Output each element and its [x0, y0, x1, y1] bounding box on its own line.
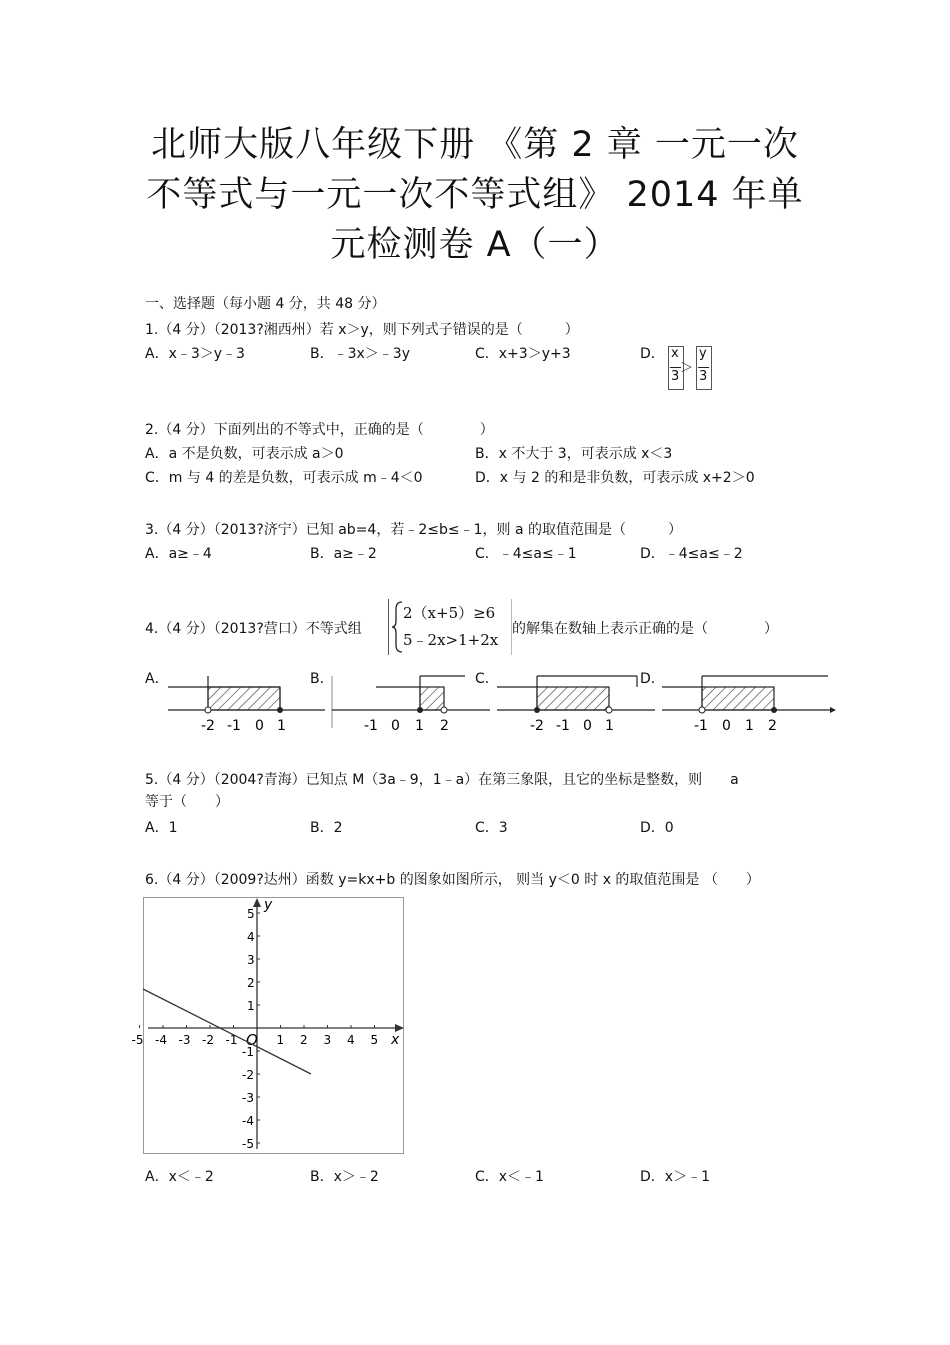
q3-stem: 3.（4 分）（2013?济宁）已知 ab=4，若﹣2≤b≤﹣1，则 a 的取值范围是（ ）: [145, 522, 682, 538]
tick-b-1: 0: [391, 718, 400, 734]
q2-stem: 2.（4 分）下面列出的不等式中，正确的是（ ）: [145, 422, 494, 438]
q1-option-b: B．﹣3x＞﹣3y: [310, 346, 410, 362]
q6-xtick-label: -5: [131, 1033, 144, 1047]
q6-stem: 6.（4 分）（2009?达州）函数 y=kx+b 的图象如图所示， 则当 y＜0 时 x 的取值范围是 （ ）: [145, 872, 760, 888]
doc-title-line2: 不等式与一元一次不等式组》 2014 年单: [146, 175, 804, 215]
q3-option-a: A．a≥﹣4: [145, 546, 212, 562]
q6-xtick-label: 5: [370, 1033, 379, 1047]
q6-xtick-label: -4: [155, 1033, 167, 1047]
tick-b-2: 1: [415, 718, 424, 734]
q4-sys-line1: 2（x+5）≥6: [403, 604, 496, 622]
doc-title-line1: 北师大版八年级下册 《第 2 章 一元一次: [151, 125, 799, 165]
q2-option-d: D．x 与 2 的和是非负数，可表示成 x+2＞0: [475, 470, 755, 486]
q6-ytick-label: -3: [242, 1091, 254, 1105]
q2-option-c: C．m 与 4 的差是负数，可表示成 m﹣4＜0: [145, 470, 423, 486]
tick-d-2: 1: [745, 718, 754, 734]
q4-sys-line2: 5﹣2x>1+2x: [403, 631, 499, 649]
tick-d-0: -1: [694, 718, 708, 734]
q6-ytick-label: 5: [247, 907, 255, 921]
q6-ytick-label: 2: [247, 976, 255, 990]
q6-xtick-label: 4: [347, 1033, 355, 1047]
section-heading: 一、选择题（每小题 4 分，共 48 分）: [145, 296, 386, 312]
q6-option-c: C．x＜﹣1: [475, 1169, 544, 1185]
q6-origin-label: O: [246, 1031, 258, 1049]
number-line-b: [332, 676, 490, 734]
q6-ytick-label: -1: [242, 1045, 254, 1059]
q4-stem-post: 的解集在数轴上表示正确的是（ ）: [512, 621, 778, 637]
q6-ytick-label: 4: [247, 930, 255, 944]
q5-option-d: D．0: [640, 820, 674, 836]
q6-y-axis-label: y: [264, 897, 273, 913]
q6-ytick-label: -5: [242, 1137, 254, 1151]
tick-a-0: -2: [201, 718, 215, 734]
q6-xtick-label: -3: [178, 1033, 191, 1047]
q1-frac-op: ＞: [680, 361, 694, 376]
q5-stem-line1: 5.（4 分）（2004?青海）已知点 M（3a﹣9，1﹣a）在第三象限，且它的坐标是整数，则 a: [145, 772, 739, 788]
q6-function-graph: [131, 897, 405, 1155]
q4-stem-pre: 4.（4 分）（2013?营口）不等式组: [145, 621, 362, 637]
tick-c-2: 0: [583, 718, 592, 734]
q1-frac2-num: y: [699, 346, 707, 361]
tick-a-2: 0: [255, 718, 264, 734]
q1-option-a: A．x﹣3＞y﹣3: [145, 346, 245, 362]
q6-ytick-label: -4: [242, 1114, 254, 1128]
q1-option-c: C．x+3＞y+3: [475, 346, 571, 362]
q1-frac1-num: x: [671, 346, 679, 361]
tick-d-3: 2: [768, 718, 777, 734]
tick-c-0: -2: [530, 718, 544, 734]
tick-a-3: 1: [277, 718, 286, 734]
q4-label-d: D．: [640, 671, 665, 687]
q5-option-c: C．3: [475, 820, 508, 836]
doc-title-line3: 元检测卷 A（一）: [330, 225, 620, 265]
number-line-a: [168, 676, 325, 734]
q6-option-b: B．x＞﹣2: [310, 1169, 379, 1185]
q3-option-c: C．﹣4≤a≤﹣1: [475, 546, 577, 562]
tick-a-1: -1: [227, 718, 241, 734]
tick-b-0: -1: [364, 718, 378, 734]
q1-frac2-den: 3: [699, 369, 708, 384]
q4-number-lines: [0, 670, 950, 750]
tick-c-3: 1: [605, 718, 614, 734]
q6-xtick-label: -1: [225, 1033, 238, 1047]
q6-xtick-label: 1: [276, 1033, 285, 1047]
q6-xtick-label: 2: [300, 1033, 308, 1047]
q3-option-b: B．a≥﹣2: [310, 546, 377, 562]
q3-option-d: D．﹣4≤a≤﹣2: [640, 546, 743, 562]
q4-label-b: B．: [310, 671, 334, 687]
q6-ytick-label: 3: [247, 953, 255, 967]
q4-label-c: C．: [475, 671, 499, 687]
q1-frac1-den: 3: [671, 369, 680, 384]
number-line-d: [662, 676, 836, 734]
q6-option-a: A．x＜﹣2: [145, 1169, 214, 1185]
q5-option-b: B．2: [310, 820, 343, 836]
q6-xtick-label: 3: [323, 1033, 332, 1047]
q6-x-axis-label: x: [391, 1032, 400, 1048]
q6-ytick-label: 1: [247, 999, 255, 1013]
q4-label-a: A．: [145, 671, 169, 687]
q1-option-d-label: D．: [640, 346, 665, 362]
tick-d-1: 0: [722, 718, 731, 734]
q5-option-a: A．1: [145, 820, 178, 836]
q6-xtick-label: -2: [202, 1033, 214, 1047]
tick-c-1: -1: [556, 718, 570, 734]
tick-b-3: 2: [440, 718, 449, 734]
q2-option-b: B．x 不大于 3，可表示成 x＜3: [475, 446, 673, 462]
q2-option-a: A．a 不是负数，可表示成 a＞0: [145, 446, 344, 462]
number-line-c: [497, 676, 655, 734]
q1-stem: 1.（4 分）（2013?湘西州）若 x＞y，则下列式子错误的是（ ）: [145, 322, 579, 338]
q6-ytick-label: -2: [242, 1068, 254, 1082]
q5-stem-line2: 等于（ ）: [145, 794, 229, 810]
q6-option-d: D．x＞﹣1: [640, 1169, 710, 1185]
q4-inequality-system: [388, 599, 512, 655]
